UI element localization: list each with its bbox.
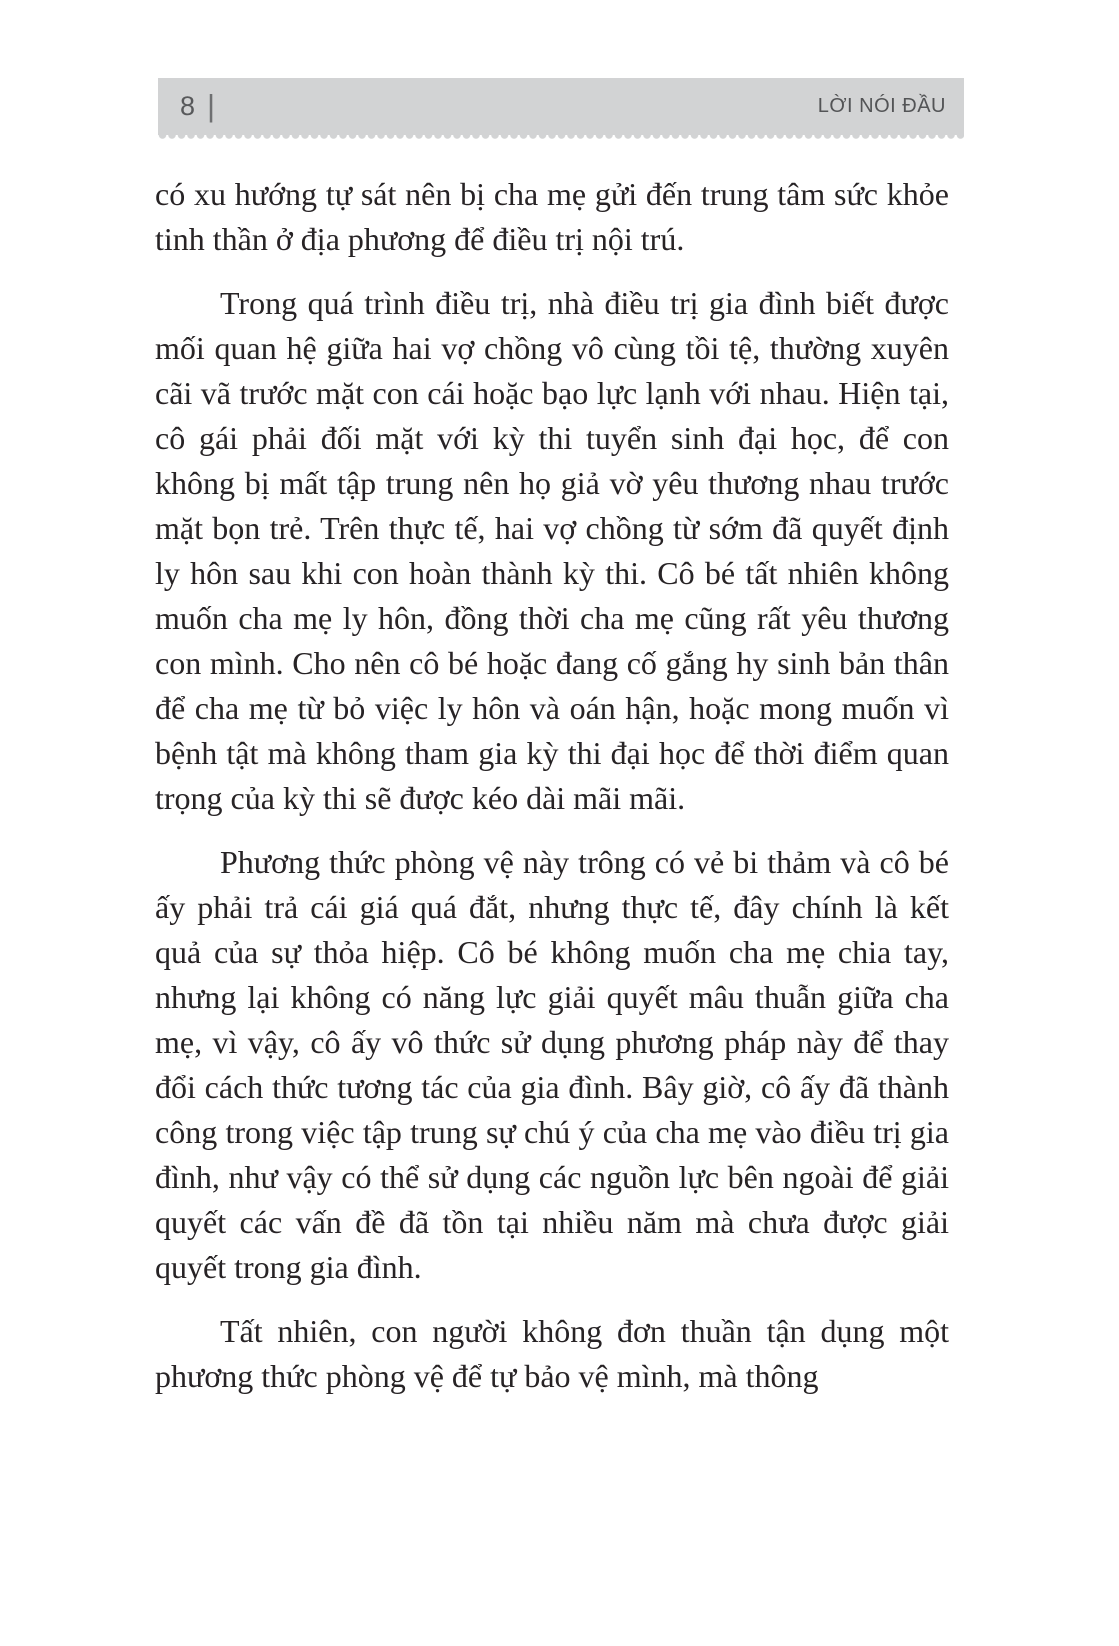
- page-header: [158, 78, 964, 135]
- page-header-left: [180, 88, 216, 123]
- section-title: LỜI NÓI ĐẦU: [817, 95, 946, 117]
- paragraph: có xu hướng tự sát nên bị cha mẹ gửi đến trung tâm sức khỏe tinh thần ở địa phương để điều trị nội trú.: [155, 176, 949, 257]
- header-divider: |: [207, 88, 216, 123]
- paragraph: Tất nhiên, con người không đơn thuần tận dụng một phương thức phòng vệ để tự bảo vệ mình, mà thông: [155, 1313, 949, 1394]
- paragraph: Trong quá trình điều trị, nhà điều trị gia đình biết được mối quan hệ giữa hai vợ chồng vô cùng tồi tệ, thường xuyên cãi vã trước mặt con cái hoặc bạo lực lạnh với nhau. Hiện tại, cô gái phải đối mặt với kỳ thi tuyển sinh đại học, để con không bị mất tập trung nên họ giả vờ yêu thương nhau trước mặt bọn trẻ. Trên thực tế, hai vợ chồng từ sớm đã quyết định ly hôn sau khi con hoàn thành kỳ thi. Cô bé tất nhiên không muốn cha mẹ ly hôn, đồng thời cha mẹ cũng rất yêu thương con mình. Cho nên cô bé hoặc đang cố gắng hy sinh bản thân để cha mẹ từ bỏ việc ly hôn và oán hận, hoặc mong muốn vì bệnh tật mà không tham gia kỳ thi đại học để thời điểm quan trọng của kỳ thi sẽ được kéo dài mãi mãi.: [155, 285, 949, 816]
- body-text: [155, 172, 949, 1418]
- page-number: 8: [180, 91, 196, 121]
- paragraph: Phương thức phòng vệ này trông có vẻ bi thảm và cô bé ấy phải trả cái giá quá đắt, nhưng thực tế, đây chính là kết quả của sự thỏa hiệp. Cô bé không muốn cha mẹ chia tay, nhưng lại không có năng lực giải quyết mâu thuẫn giữa cha mẹ, vì vậy, cô ấy vô thức sử dụng phương pháp này để thay đổi cách thức tương tác của gia đình. Bây giờ, cô ấy đã thành công trong việc tập trung sự chú ý của cha mẹ vào điều trị gia đình, như vậy có thể sử dụng các nguồn lực bên ngoài để giải quyết các vấn đề đã tồn tại nhiều năm mà chưa được giải quyết trong gia đình.: [155, 844, 949, 1285]
